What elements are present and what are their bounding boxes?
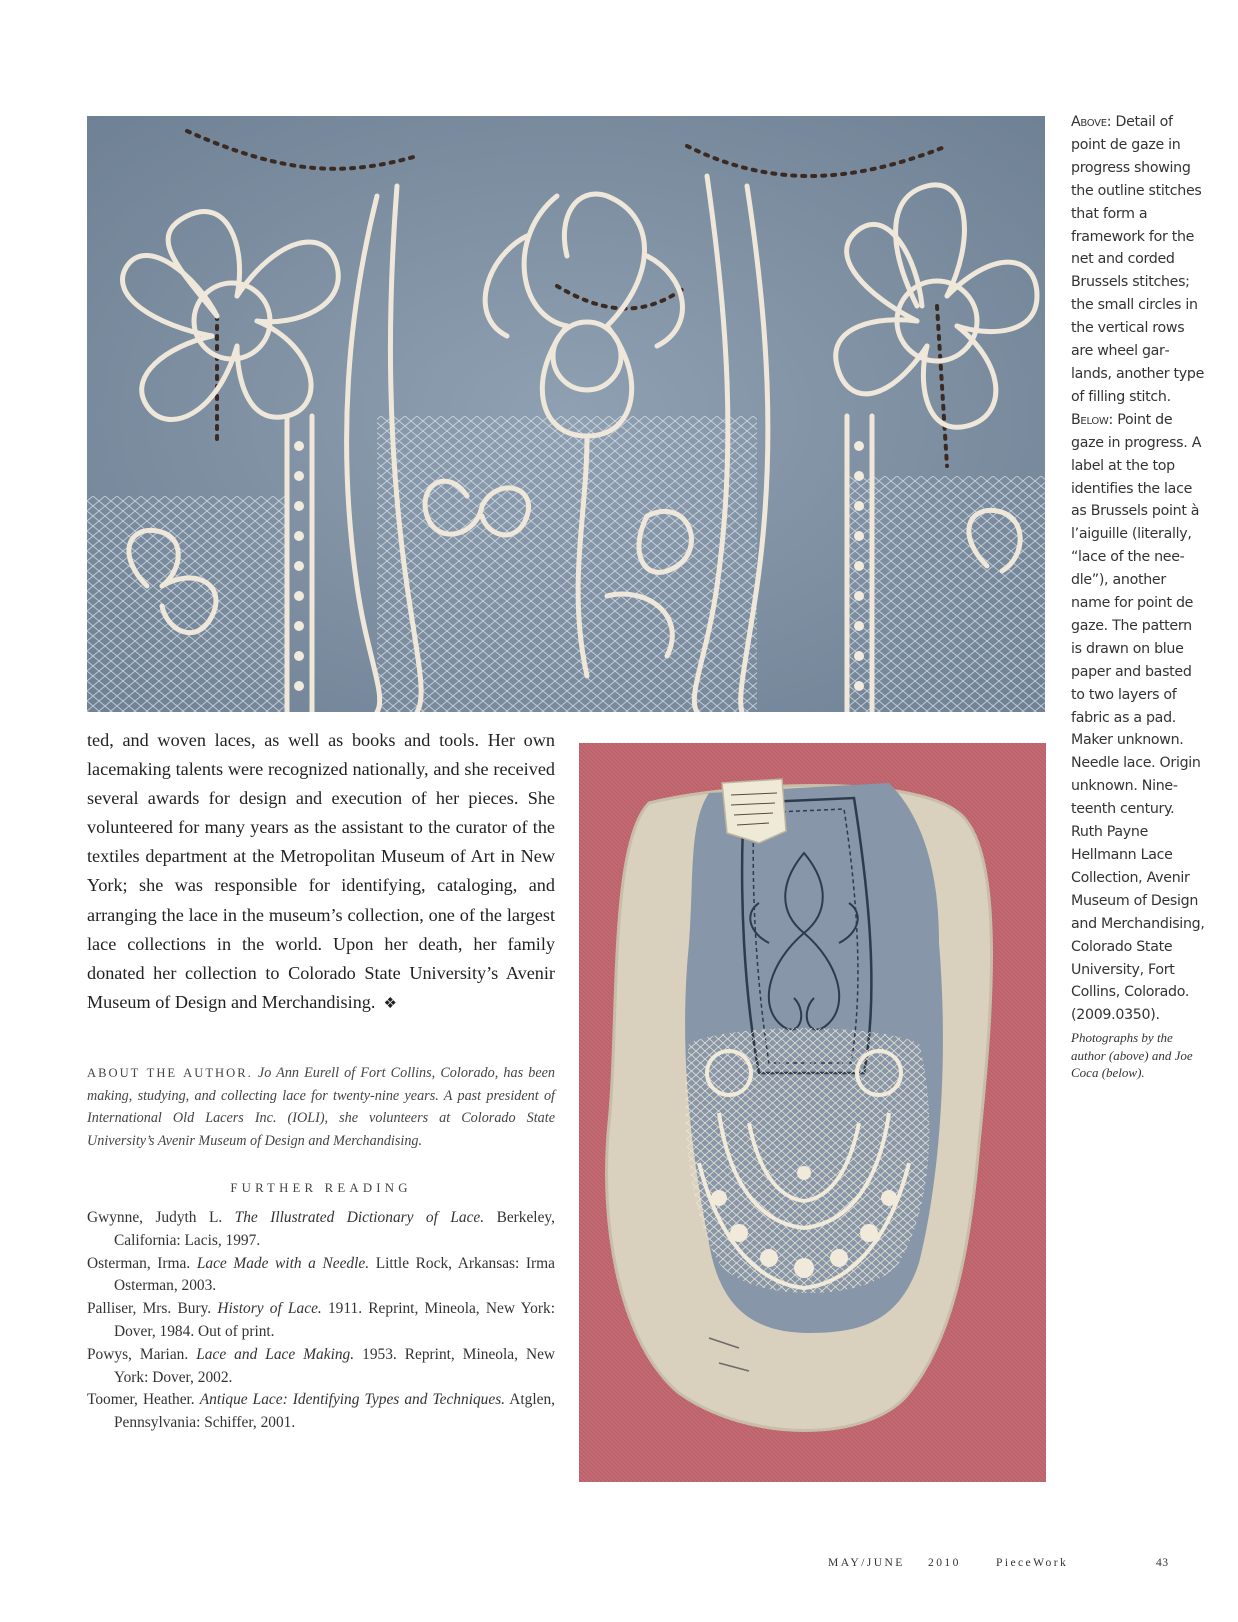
reference-author: Powys, Marian. xyxy=(87,1345,189,1363)
reference-title: Lace and Lace Making. xyxy=(196,1345,355,1363)
reference-item xyxy=(87,1298,555,1344)
further-reading-list xyxy=(87,1207,555,1435)
end-mark-icon: ❖ xyxy=(383,995,397,1012)
about-the-author xyxy=(87,1062,555,1152)
page-number: 43 xyxy=(1156,1556,1169,1569)
reference-author: Osterman, Irma. xyxy=(87,1254,191,1272)
reference-title: Antique Lace: Identifying Types and Techniques. xyxy=(199,1391,506,1409)
reference-author: Toomer, Heather. xyxy=(87,1391,195,1409)
about-author-text: Jo Ann Eurell of Fort Collins, Colorado, has been making, studying, and collecting lace for twenty-nine years. A past president of International Old Lacers Inc. (IOLI), she volunteers at Colorado State University’s Avenir Museum of Design and Merchandising. xyxy=(87,1065,556,1149)
lace-in-progress-illustration xyxy=(579,743,1046,1482)
reference-title: The Illustrated Dictionary of Lace. xyxy=(234,1209,485,1226)
reference-item xyxy=(87,1207,555,1253)
reference-publication: Little Rock, Arkansas: Irma Osterman, 2003. xyxy=(114,1254,555,1295)
reference-publication: 1953. Reprint, Mineola, New York: Dover, 2002. xyxy=(114,1345,556,1386)
reference-title: History of Lace. xyxy=(217,1300,322,1318)
reference-author: Gwynne, Judyth L. xyxy=(87,1209,223,1226)
footer-magazine: PieceWork xyxy=(996,1556,1069,1569)
article-body-text: ted, and woven laces, as well as books and tools. Her own lacemaking talents were recognized nationally, and she received several awards for design and execution of her pieces. She volunteered for many years as the assistant to the curator of the textiles department at the Metropolitan Museum of Art in New York; she was responsible for identifying, cataloging, and arranging the lace in the museum’s collection, one of the largest lace collections in the world. Upon her death, her family donated her collection to Colorado State University’s Avenir Museum of Design and Merchandising. xyxy=(87,730,555,1012)
point-de-gaze-detail-photo xyxy=(87,116,1045,712)
footer-year: 2010 xyxy=(928,1556,961,1569)
further-reading-heading: FURTHER READING xyxy=(230,1181,412,1195)
page-footer xyxy=(0,1556,1238,1576)
reference-item xyxy=(87,1253,555,1299)
photo-caption xyxy=(1071,111,1205,1082)
point-de-gaze-in-progress-photo xyxy=(579,743,1046,1482)
photo-credit: Photographs by the author (above) and Joe Coca (below). xyxy=(1071,1030,1193,1081)
reference-publication: Atglen, Pennsylvania: Schiffer, 2001. xyxy=(114,1391,555,1432)
caption-below-text: : Point de gaze in progress. A label at the top identifies the lace as Brussels point à l’aiguille (literally, “lace of the needle”), another name for point de gaze. The pattern is drawn on blue paper and basted to two layers of fabric as a pad. Maker unknown. Needle lace. Origin unknown. Nineteenth century. Ruth Payne Hellmann Lace Collection, Avenir Museum of Design and Merchandising, Colorado State University, Fort Collins, Colorado. (2009.0350). xyxy=(1071,411,1205,1024)
reference-item xyxy=(87,1389,555,1435)
reference-author: Palliser, Mrs. Bury. xyxy=(87,1300,212,1318)
caption-above-text: : Detail of point de gaze in progress showing the outline stitches that form a framework for the net and corded Brussels stitches; the small circles in the vertical rows are wheel garlands, another type of filling stitch. xyxy=(1071,114,1205,405)
caption-above-label: Above xyxy=(1071,114,1107,130)
caption-below-label: Below xyxy=(1071,411,1109,428)
reference-publication: 1911. Reprint, Mineola, New York: Dover, 1984. Out of print. xyxy=(114,1300,555,1340)
lace-detail-illustration xyxy=(87,116,1045,712)
footer-issue: MAY/JUNE xyxy=(828,1556,905,1569)
reference-publication: Berkeley, California: Lacis, 1997. xyxy=(114,1209,555,1249)
about-author-lead: ABOUT THE AUTHOR. xyxy=(87,1066,253,1080)
reference-title: Lace Made with a Needle. xyxy=(196,1254,370,1272)
article-body-paragraph xyxy=(87,726,555,1019)
reference-item xyxy=(87,1344,555,1390)
